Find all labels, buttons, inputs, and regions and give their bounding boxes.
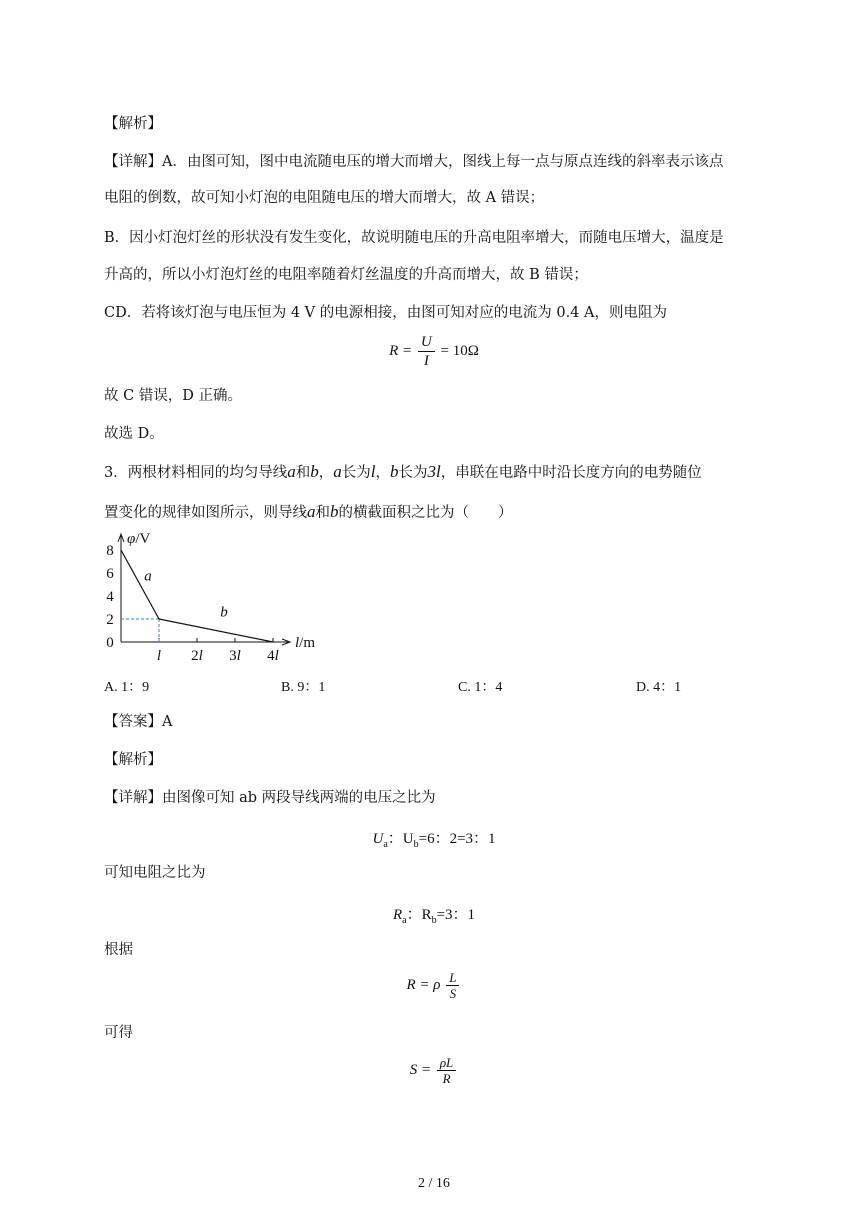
eq-lhs: R =: [389, 342, 413, 359]
ratio-r-prefix: R: [392, 907, 403, 923]
x-tick-label-2: 2l: [191, 648, 203, 664]
eq2-fraction: [437, 1055, 456, 1086]
series-label-a: a: [144, 568, 152, 585]
q3-len-b-val: 3l: [427, 462, 441, 481]
q3-len-a-var: a: [333, 462, 342, 481]
option-a[interactable]: A. 1：9: [104, 680, 150, 695]
detail-a-line-1: 【详解】A．由图可知，图中电流随电压的增大而增大，图线上每一点与原点连线的斜率表示该点: [104, 154, 724, 170]
x-tick-label-1: l: [156, 648, 162, 664]
section-heading-analysis: 【解析】: [104, 116, 162, 132]
detail-b-line-2: 升高的，所以小灯泡灯丝的电阻率随着灯丝温度的升高而增大，故 B 错误；: [104, 267, 588, 283]
option-d[interactable]: D. 4：1: [636, 680, 682, 695]
series-line-a: [121, 550, 159, 619]
eq1-fraction: [446, 970, 459, 1001]
ratio-u-prefix: U: [372, 831, 384, 847]
q3-line2-var-a: a: [307, 502, 316, 521]
ratio-u-tail: =6：2=3：1: [418, 831, 496, 847]
eq-fraction: [418, 333, 435, 370]
answer-line: 【答案】A: [104, 714, 173, 730]
eq1-numerator: L: [446, 970, 459, 986]
get-line: 可得: [104, 1025, 133, 1041]
detail-cd-line: CD．若将该灯泡与电压恒为 4 V 的电源相接，由图可知对应的电流为 0.4 A，则电阻为: [104, 305, 667, 321]
q3-len-a-val: l: [370, 462, 376, 481]
eq-numerator: U: [418, 333, 435, 352]
eq2-lhs: S =: [409, 1061, 432, 1078]
y-tick-label-6: 6: [106, 566, 114, 582]
x-tick-label-3: 3l: [229, 648, 241, 664]
y-tick-label-8: 8: [106, 543, 114, 559]
ratio-r-a: a: [402, 915, 407, 926]
option-c[interactable]: C. 1：4: [458, 680, 503, 695]
q3-text-1: 3．两根材料相同的均匀导线: [104, 465, 288, 481]
resistance-ratio: [0, 903, 868, 926]
eq1-lhs: R = ρ: [406, 976, 441, 993]
q3-var-a: a: [287, 462, 296, 481]
page-number: 2 / 16: [418, 1176, 450, 1191]
q3-and: 和: [295, 465, 311, 481]
eq2-numerator: ρL: [437, 1055, 456, 1071]
x-tick-label-4: 4l: [267, 648, 279, 664]
ratio-r-sep: ：R: [406, 907, 432, 923]
answer-detail-line: 【详解】由图像可知 ab 两段导线两端的电压之比为: [104, 790, 436, 806]
equation-resistivity: [0, 970, 868, 1001]
answer-analysis-heading: 【解析】: [104, 752, 162, 768]
y-tick-label-0: 0: [106, 635, 114, 651]
potential-graph: [100, 530, 340, 665]
q3-sep2: ，: [375, 465, 390, 481]
eq1-denominator: S: [449, 986, 457, 1001]
voltage-ratio: [0, 827, 868, 850]
eq-denominator: I: [423, 353, 429, 369]
resistance-intro: 可知电阻之比为: [104, 865, 206, 881]
detail-b-line-1: B．因小灯泡灯丝的形状没有发生变化，故说明随电压的升高电阻率增大，而随电压增大，温度是: [104, 230, 724, 246]
q3-len-a-text: 长为: [341, 465, 371, 481]
ratio-u-b: b: [413, 839, 419, 850]
series-line-b: [159, 619, 273, 642]
q3-line2-and: 和: [315, 505, 330, 521]
question-3-line-2: [104, 502, 513, 523]
q3-len-b-text: 长为: [398, 465, 428, 481]
by-line: 根据: [104, 942, 133, 958]
q3-sep: ，: [318, 465, 334, 481]
detail-a-line-2: 电阻的倒数，故可知小灯泡的电阻随电压的增大而增大，故 A 错误；: [104, 190, 545, 206]
eq-rhs: = 10Ω: [440, 342, 479, 359]
ratio-r-tail: =3：1: [436, 907, 476, 923]
equation-resistance: [0, 333, 868, 370]
option-b[interactable]: B. 9：1: [281, 680, 326, 695]
y-axis-label: φ/V: [127, 531, 151, 547]
equation-area: [0, 1055, 868, 1086]
ratio-u-a: a: [383, 839, 388, 850]
q3-line2-text: 置变化的规律如图所示，则导线: [104, 505, 307, 521]
choice-line: 故选 D。: [104, 426, 164, 442]
ratio-r-b: b: [431, 915, 437, 926]
ratio-u-sep: ：U: [387, 831, 414, 847]
conclusion-line: 故 C 错误，D 正确。: [104, 388, 243, 404]
eq2-denominator: R: [442, 1071, 451, 1086]
q3-text-tail: ，串联在电路中时沿长度方向的电势随位: [440, 465, 702, 481]
q3-line2-tail: 的横截面积之比为（ ）: [338, 505, 513, 521]
x-axis-label: l/m: [295, 635, 316, 651]
y-tick-label-4: 4: [106, 589, 114, 605]
y-tick-label-2: 2: [106, 612, 114, 628]
series-label-b: b: [220, 604, 228, 621]
q3-len-b-var: b: [389, 462, 399, 481]
question-3-line-1: [104, 462, 702, 483]
q3-var-b: b: [310, 462, 319, 481]
q3-line2-var-b: b: [330, 502, 339, 521]
